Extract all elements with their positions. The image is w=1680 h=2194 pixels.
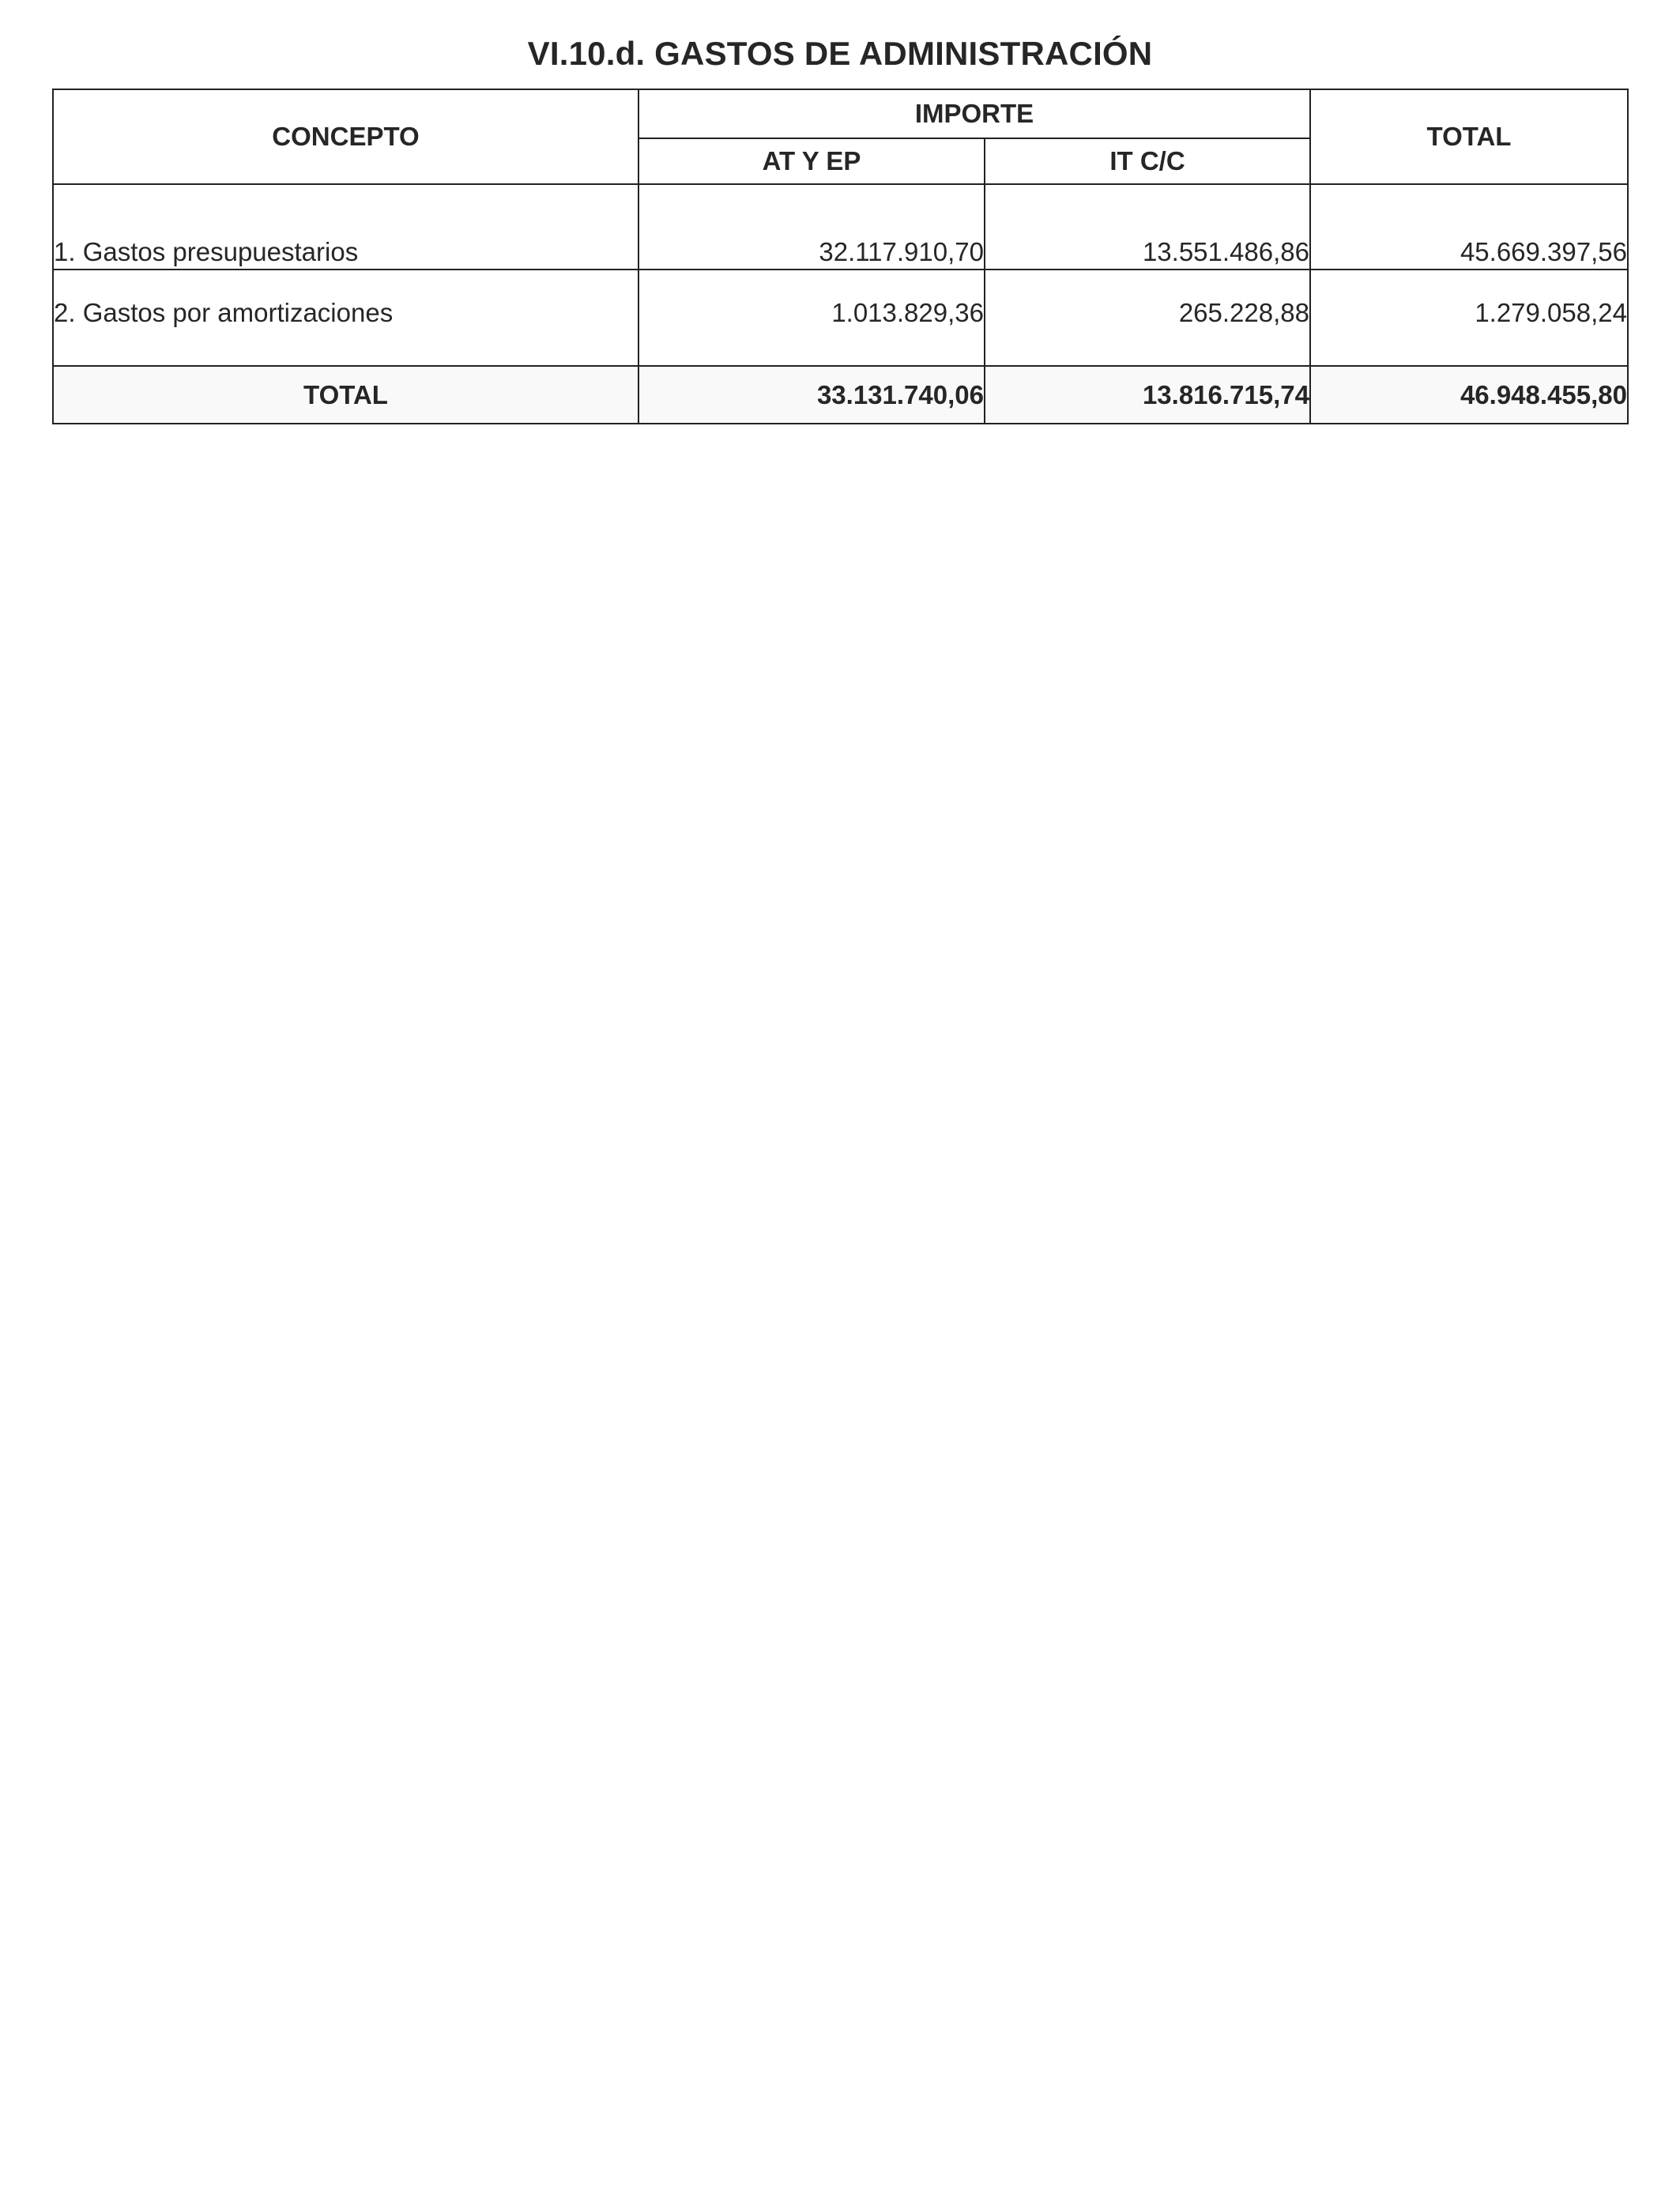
total-it-cc-value: 13.816.715,74 <box>985 366 1310 424</box>
expense-table <box>52 89 1629 424</box>
header-importe: IMPORTE <box>638 89 1310 138</box>
table-row <box>53 184 1628 270</box>
row-it-cc-value: 13.551.486,86 <box>985 184 1310 270</box>
page-title: VI.10.d. GASTOS DE ADMINISTRACIÓN <box>527 35 1153 72</box>
total-at-y-ep-value: 33.131.740,06 <box>638 366 985 424</box>
row-concepto: 1. Gastos presupuestarios <box>53 184 638 270</box>
total-row <box>53 366 1628 424</box>
row-total-value: 45.669.397,56 <box>1310 184 1628 270</box>
row-it-cc-value: 265.228,88 <box>985 270 1310 366</box>
header-it-cc: IT C/C <box>985 138 1310 184</box>
table-row <box>53 270 1628 366</box>
row-concepto: 2. Gastos por amortizaciones <box>53 270 638 366</box>
total-total-value: 46.948.455,80 <box>1310 366 1628 424</box>
row-at-y-ep-value: 1.013.829,36 <box>638 270 985 366</box>
total-label: TOTAL <box>53 366 638 424</box>
row-at-y-ep-value: 32.117.910,70 <box>638 184 985 270</box>
header-row-top <box>53 89 1628 138</box>
header-total: TOTAL <box>1310 89 1628 184</box>
row-total-value: 1.279.058,24 <box>1310 270 1628 366</box>
header-concepto: CONCEPTO <box>53 89 638 184</box>
header-at-y-ep: AT Y EP <box>638 138 985 184</box>
